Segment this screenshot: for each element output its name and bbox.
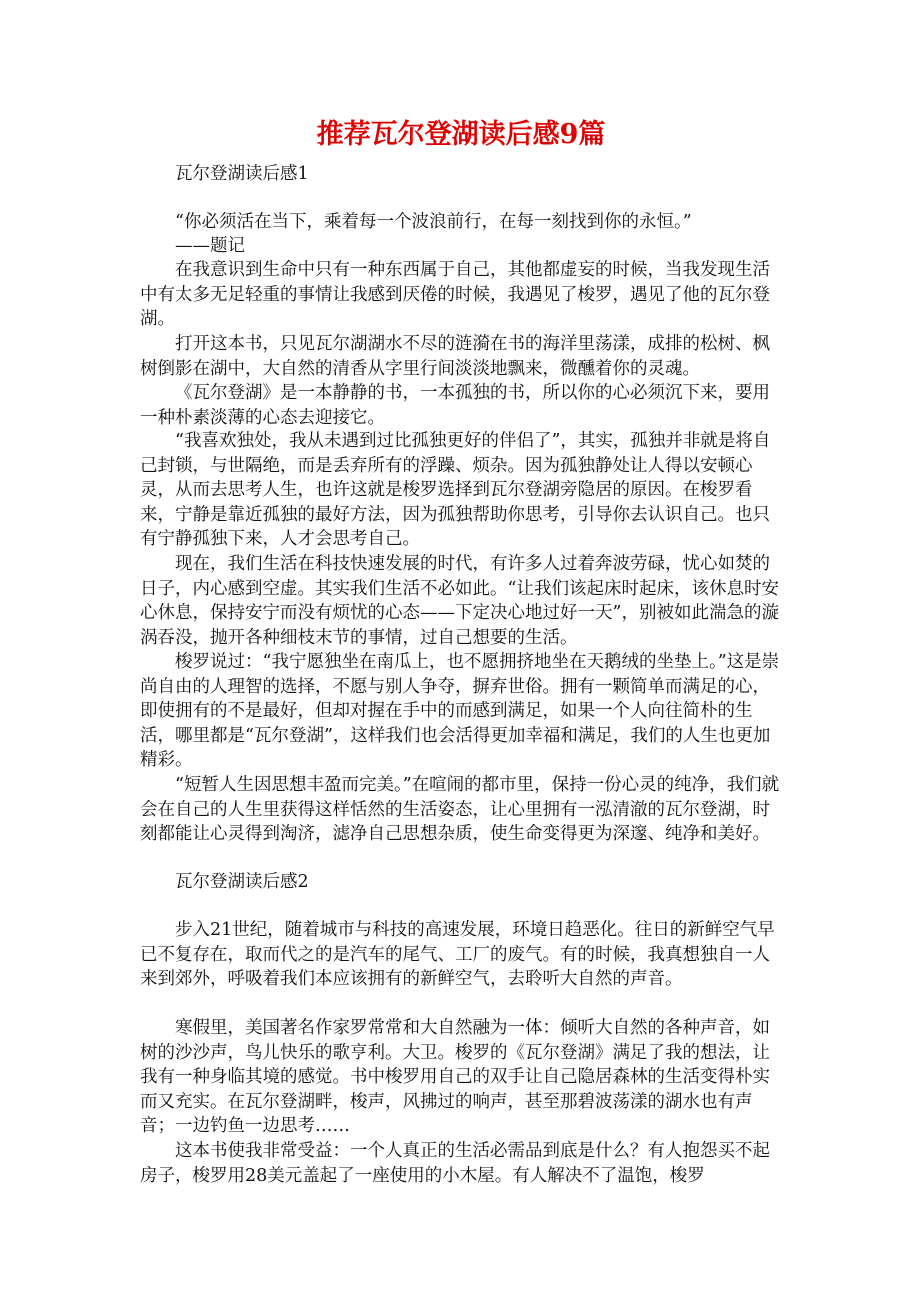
epigraph-attribution: ——题记 [175, 236, 245, 256]
document-page [140, 0, 782, 1302]
section-heading-2: 瓦尔登湖读后感2 [175, 872, 309, 892]
paragraph: 现在，我们生活在科技快速发展的时代，有许多人过着奔波劳碌，忧心如焚的日子，内心感到空虚。其实我们生活不必如此。“让我们该起床时起床，该休息时安心休息，保持安宁而没有烦忧的心态——下定决心地过好一天”，别被如此湍急的漩涡吞没，抛开各种细枝末节的事情，过自己想要的生活。 [140, 554, 779, 648]
paragraph: 寒假里，美国著名作家罗常常和大自然融为一体：倾听大自然的各种声音，如树的沙沙声，鸟儿快乐的歌亨利。大卫。梭罗的《瓦尔登湖》满足了我的想法，让我有一种身临其境的感觉。书中梭罗用自己的双手让自己隐居森林的生活变得朴实而又充实。在瓦尔登湖畔，梭声，风拂过的响声，甚至那碧波荡漾的湖水也有声音；一边钓鱼一边思考…… [140, 1018, 770, 1137]
paragraph: 这本书使我非常受益：一个人真正的生活必需品到底是什么？有人抱怨买不起房子，梭罗用28美元盖起了一座使用的小木屋。有人解决不了温饱，梭罗 [140, 1141, 770, 1186]
document-title: 推荐瓦尔登湖读后感9篇 [316, 119, 606, 150]
epigraph-quote: “你必须活在当下，乘着每一个波浪前行，在每一刻找到你的永恒。” [175, 212, 692, 232]
section-heading-1: 瓦尔登湖读后感1 [175, 164, 309, 184]
paragraph: 梭罗说过：“我宁愿独坐在南瓜上，也不愿拥挤地坐在天鹅绒的坐垫上。”这是崇尚自由的人理智的选择，不愿与别人争夺，摒弃世俗。拥有一颗简单而满足的心，即使拥有的不是最好，但却对握在手中的而感到满足，如果一个人向往简朴的生活，哪里都是“瓦尔登湖”，这样我们也会活得更加幸福和满足，我们的人生也更加精彩。 [140, 652, 780, 771]
paragraph: 在我意识到生命中只有一种东西属于自己，其他都虚妄的时候，当我发现生活中有太多无足轻重的事情让我感到厌倦的时候，我遇见了梭罗，遇见了他的瓦尔登湖。 [140, 260, 770, 330]
paragraph: “短暂人生因思想丰盈而完美。”在喧闹的都市里，保持一份心灵的纯净，我们就会在自己的人生里获得这样恬然的生活姿态，让心里拥有一泓清澈的瓦尔登湖，时刻都能让心灵得到淘济，滤净自己思想杂质，使生命变得更为深邃、纯净和美好。 [140, 775, 780, 845]
paragraph: 《瓦尔登湖》是一本静静的书，一本孤独的书，所以你的心必须沉下来，要用一种朴素淡薄的心态去迎接它。 [140, 383, 770, 428]
paragraph: 步入21世纪，随着城市与科技的高速发展，环境日趋恶化。往日的新鲜空气早已不复存在，取而代之的是汽车的尾气、工厂的废气。有的时候，我真想独自一人来到郊外，呼吸着我们本应该拥有的新鲜空气，去聆听大自然的声音。 [140, 920, 775, 990]
paragraph: “我喜欢独处，我从未遇到过比孤独更好的伴侣了”，其实，孤独并非就是将自己封锁，与世隔绝，而是丢弃所有的浮躁、烦杂。因为孤独静处让人得以安顿心灵，从而去思考人生，也许这就是梭罗选择到瓦尔登湖旁隐居的原因。在梭罗看来，宁静是靠近孤独的最好方法，因为孤独帮助你思考，引导你去认识自己。也只有宁静孤独下来，人才会思考自己。 [140, 431, 771, 550]
paragraph: 打开这本书，只见瓦尔湖湖水不尽的涟漪在书的海洋里荡漾，成排的松树、枫树倒影在湖中，大自然的清香从字里行间淡淡地飘来，微醺着你的灵魂。 [140, 334, 770, 379]
